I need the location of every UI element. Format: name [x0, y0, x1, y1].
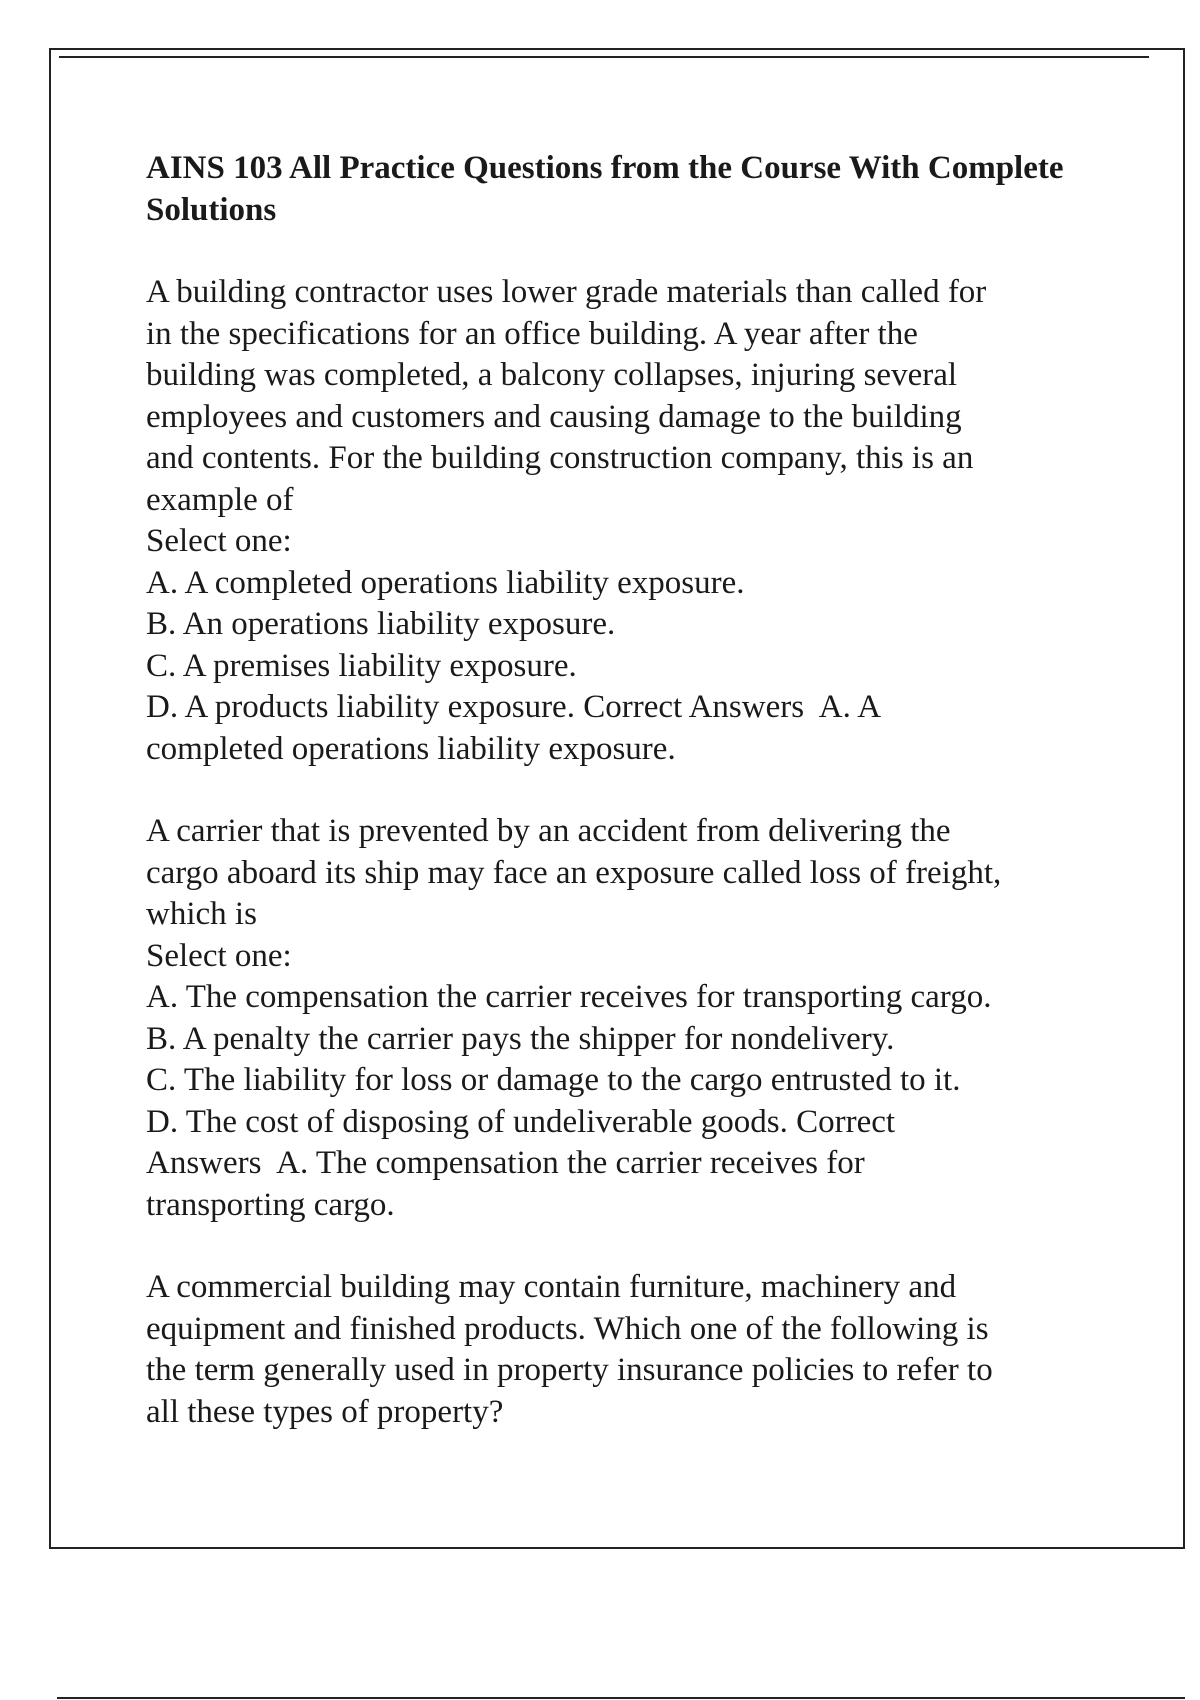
question-text-line: which is: [146, 896, 257, 932]
question-text-line: all these types of property?: [146, 1393, 504, 1430]
answer-option-a: A. A completed operations liability exposure.: [146, 564, 745, 601]
select-one-prompt: Select one:: [146, 523, 292, 559]
frame-top-rule: [59, 56, 1149, 58]
question-3: [146, 1267, 1106, 1433]
document-content: [146, 148, 1106, 1474]
answer-option-b: B. An operations liability exposure.: [146, 606, 616, 642]
question-text-line: equipment and finished products. Which one of the following is: [146, 1310, 989, 1347]
correct-answer-line: Answers A. The compensation the carrier receives for: [146, 1145, 865, 1181]
question-text-line: A commercial building may contain furniture, machinery and: [146, 1269, 957, 1305]
question-text-line: example of: [146, 481, 294, 518]
question-text-line: the term generally used in property insurance policies to refer to: [146, 1352, 993, 1388]
question-text-line: cargo aboard its ship may face an exposure called loss of freight,: [146, 854, 1002, 891]
answer-option-a: A. The compensation the carrier receives for transporting cargo.: [146, 979, 992, 1015]
question-1: [146, 272, 1106, 770]
answer-option-b: B. A penalty the carrier pays the shipper for nondelivery.: [146, 1020, 895, 1057]
bottom-rule: [57, 1697, 1185, 1699]
question-text-line: building was completed, a balcony collapses, injuring several: [146, 357, 958, 393]
question-text-line: and contents. For the building construction company, this is an: [146, 440, 974, 476]
answer-option-d: D. A products liability exposure. Correct Answers A. A: [146, 689, 882, 725]
document-title: AINS 103 All Practice Questions from the Course With Complete Solutions: [146, 150, 1064, 228]
question-2: [146, 811, 1106, 1226]
answer-option-c: C. The liability for loss or damage to the cargo entrusted to it.: [146, 1062, 961, 1098]
correct-answer-line: transporting cargo.: [146, 1186, 395, 1223]
answer-option-d: D. The cost of disposing of undeliverable goods. Correct: [146, 1103, 896, 1140]
correct-answer-line: completed operations liability exposure.: [146, 730, 676, 767]
question-text-line: employees and customers and causing damage to the building: [146, 398, 962, 435]
question-text-line: in the specifications for an office building. A year after the: [146, 315, 918, 352]
select-one-prompt: Select one:: [146, 937, 292, 974]
question-text-line: A carrier that is prevented by an accident from delivering the: [146, 813, 951, 849]
question-text-line: A building contractor uses lower grade materials than called for: [146, 274, 987, 310]
answer-option-c: C. A premises liability exposure.: [146, 647, 577, 684]
